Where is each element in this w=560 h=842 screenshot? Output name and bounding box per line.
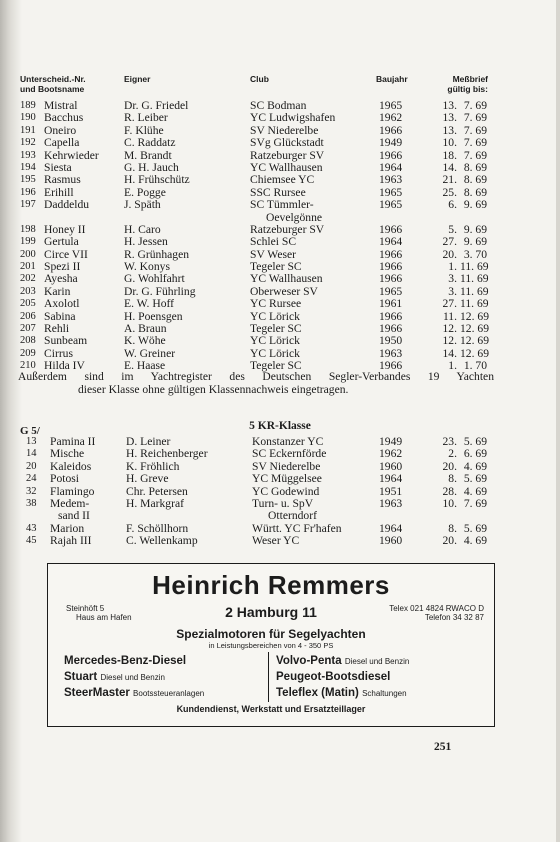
boat-name: Erihill: [44, 185, 74, 199]
owner-name: H. Frühschütz: [124, 173, 190, 187]
certificate-day: 21.: [442, 173, 457, 187]
boat-name: Flamingo: [50, 484, 95, 498]
certificate-month-year: 8. 69: [463, 185, 487, 199]
club-name: YC Wallhausen: [250, 160, 323, 174]
certificate-day: 6.: [448, 198, 457, 212]
build-year: 1964: [379, 160, 403, 174]
boat-name: Oneiro: [44, 123, 77, 137]
boat-name-continuation: sand II: [58, 509, 90, 523]
boat-name: Bacchus: [44, 111, 84, 125]
certificate-month-year: 7. 69: [463, 123, 487, 137]
owner-name: G. Wohlfahrt: [124, 272, 185, 286]
boat-name: Karin: [44, 284, 71, 298]
boat-number: 20: [26, 460, 37, 472]
certificate-day: 28.: [442, 484, 457, 498]
build-year: 1966: [379, 272, 403, 286]
section-title: 5 KR-Klasse: [249, 420, 311, 432]
boat-name: Mistral: [44, 99, 78, 112]
club-name: YC Wallhausen: [250, 272, 323, 286]
club-name: SC Eckernförde: [252, 447, 327, 461]
boat-name: Capella: [44, 136, 80, 150]
boat-number: 210: [20, 360, 36, 372]
certificate-month-year: 12. 69: [460, 334, 489, 348]
boat-name: Gertula: [44, 235, 79, 249]
club-name: YC Ludwigshafen: [250, 111, 336, 125]
build-year: 1966: [379, 309, 403, 323]
boat-number: 199: [20, 236, 36, 248]
certificate-month-year: 1. 70: [463, 359, 487, 373]
boat-number: 193: [20, 149, 36, 161]
table-row: [0, 335, 560, 347]
build-year: 1960: [379, 459, 403, 473]
boat-name: Potosi: [50, 472, 79, 486]
boat-name: Axolotl: [44, 297, 80, 311]
ad-brand-mercedes: Mercedes-Benz-Diesel: [64, 655, 187, 667]
boat-name: Honey II: [44, 222, 86, 236]
build-year: 1949: [379, 435, 403, 448]
owner-name: M. Brandt: [124, 148, 172, 162]
boat-number: 190: [20, 112, 36, 124]
table-row: [0, 273, 560, 285]
boat-number: 205: [20, 298, 36, 310]
club-name-continuation: Oevelgönne: [266, 210, 323, 224]
page-number: 251: [434, 741, 452, 753]
certificate-day: 3.: [448, 284, 457, 298]
owner-name: E. W. Hoff: [124, 297, 175, 311]
certificate-month-year: 3. 70: [463, 247, 487, 261]
club-name: SC Tümmler-: [250, 198, 314, 212]
owner-name: K. Wöhe: [124, 334, 166, 348]
table-row: [0, 448, 560, 460]
certificate-day: 10.: [442, 496, 457, 510]
owner-name: D. Leiner: [126, 435, 171, 448]
build-year: 1966: [379, 148, 403, 162]
table-row: [0, 535, 560, 547]
owner-name: H. Reichenberger: [126, 447, 208, 461]
build-year: 1963: [379, 173, 403, 187]
club-name: Ratzeburger SV: [250, 222, 325, 236]
certificate-month-year: 4. 69: [463, 484, 487, 498]
certificate-month-year: 11. 69: [460, 284, 489, 298]
build-year: 1962: [379, 111, 403, 125]
certificate-day: 10.: [442, 136, 457, 150]
certificate-month-year: 9. 69: [463, 198, 487, 212]
advertisement: [47, 563, 495, 727]
club-name: Württ. YC Fr'hafen: [252, 521, 342, 535]
ad-divider: [268, 652, 269, 702]
ad-brand-stuart: Stuart Diesel und Benzin: [64, 671, 165, 683]
build-year: 1965: [379, 185, 403, 199]
certificate-month-year: 11. 69: [460, 260, 489, 274]
certificate-day: 14.: [442, 346, 457, 360]
owner-name: W. Greiner: [124, 346, 176, 360]
boat-name: Sabina: [44, 309, 76, 323]
club-name: SV Niederelbe: [250, 123, 319, 137]
register-note: Außerdem sind im Yachtregister des Deutschen Segler-Verbandes 19 Yachten dieser Klasse ohne gültigen Klassennachweis eingetragen.: [18, 370, 494, 396]
certificate-month-year: 12. 69: [460, 322, 489, 336]
certificate-day: 27.: [442, 235, 457, 249]
build-year: 1964: [379, 235, 403, 249]
table-row: [0, 298, 560, 310]
boat-number: 45: [26, 535, 37, 547]
boat-number: 203: [20, 285, 36, 297]
certificate-day: 13.: [442, 99, 457, 112]
build-year: 1965: [379, 198, 403, 212]
club-name: Schlei SC: [250, 235, 297, 249]
boat-name: Cirrus: [44, 346, 73, 360]
build-year: 1965: [379, 99, 403, 112]
certificate-month-year: 5. 69: [463, 435, 487, 448]
boat-number: 189: [20, 100, 36, 111]
owner-name: H. Greve: [126, 472, 169, 486]
boat-number: 194: [20, 161, 36, 173]
owner-name: R. Grünhagen: [124, 247, 190, 261]
boat-number: 192: [20, 137, 36, 149]
boat-number: 198: [20, 223, 36, 235]
boat-number: 32: [26, 485, 37, 497]
club-name: YC Rursee: [250, 297, 302, 311]
certificate-day: 8.: [448, 472, 457, 486]
certificate-day: 8.: [448, 521, 457, 535]
register-table: [0, 100, 560, 373]
certificate-month-year: 7. 69: [463, 496, 487, 510]
ad-company: Heinrich Remmers: [152, 570, 390, 600]
boat-name: Circe VII: [44, 247, 88, 261]
certificate-month-year: 6. 69: [463, 447, 487, 461]
certificate-month-year: 7. 69: [463, 99, 487, 112]
owner-name: Chr. Petersen: [126, 484, 188, 498]
boat-number: 208: [20, 335, 36, 347]
boat-number: 24: [26, 473, 37, 485]
boat-name: Rasmus: [44, 173, 81, 187]
table-row: [0, 112, 560, 124]
build-year: 1951: [379, 484, 403, 498]
certificate-day: 12.: [442, 334, 457, 348]
build-year: 1965: [379, 284, 403, 298]
boat-name: Rajah III: [50, 534, 92, 548]
certificate-month-year: 9. 69: [463, 235, 487, 249]
certificate-day: 3.: [448, 272, 457, 286]
table-row-continuation: [0, 510, 560, 522]
certificate-month-year: 5. 69: [463, 472, 487, 486]
build-year: 1962: [379, 447, 403, 461]
certificate-month-year: 11. 69: [460, 297, 489, 311]
boat-number: 197: [20, 199, 36, 211]
boat-number: 38: [26, 497, 37, 509]
certificate-day: 25.: [442, 185, 457, 199]
club-name: Tegeler SC: [250, 260, 302, 274]
certificate-day: 20.: [442, 459, 457, 473]
owner-name: C. Wellenkamp: [126, 534, 198, 548]
boat-number: 14: [26, 448, 37, 460]
boat-name: Marion: [50, 521, 85, 535]
ad-footer: Kundendienst, Werkstatt und Ersatzteillager: [176, 704, 366, 714]
ad-brand-peugeot: Peugeot-Bootsdiesel: [276, 671, 391, 683]
certificate-month-year: 12. 69: [460, 309, 489, 323]
column-header-number: Unterscheid.-Nr. und Bootsname: [20, 74, 86, 94]
certificate-day: 1.: [448, 359, 457, 373]
build-year: 1960: [379, 534, 403, 548]
certificate-month-year: 7. 69: [463, 136, 487, 150]
club-name: SVg Glückstadt: [250, 136, 324, 150]
owner-name: E. Pogge: [124, 185, 166, 199]
build-year: 1966: [379, 222, 403, 236]
certificate-day: 20.: [442, 247, 457, 261]
owner-name: W. Konys: [124, 260, 170, 274]
club-name: YC Godewind: [252, 484, 320, 498]
ad-contact: Telex 021 4824 RWACO D Telefon 34 32 87: [389, 604, 484, 622]
owner-name: F. Schöllhorn: [126, 521, 189, 535]
boat-number: 195: [20, 174, 36, 186]
club-name: YC Müggelsee: [252, 472, 322, 486]
ad-brand-volvo: Volvo-Penta Diesel und Benzin: [276, 655, 410, 667]
owner-name: G. H. Jauch: [124, 160, 179, 174]
club-name: SC Bodman: [250, 99, 307, 112]
boat-name: Ayesha: [44, 272, 78, 286]
boat-name: Medem-: [50, 496, 90, 510]
certificate-day: 13.: [442, 123, 457, 137]
build-year: 1966: [379, 247, 403, 261]
boat-number: 201: [20, 261, 36, 273]
table-row: [0, 236, 560, 248]
boat-number: 207: [20, 323, 36, 335]
owner-name: F. Klühe: [124, 123, 164, 137]
owner-name: Dr. G. Friedel: [124, 99, 189, 112]
club-name: SV Niederelbe: [252, 459, 321, 473]
table-row: [0, 137, 560, 149]
certificate-day: 11.: [442, 309, 457, 323]
boat-name: Kaleidos: [50, 459, 92, 473]
column-header-year: Baujahr: [376, 74, 408, 84]
column-header-owner: Eigner: [124, 74, 151, 84]
boat-name: Spezi II: [44, 260, 81, 274]
owner-name: A. Braun: [124, 322, 167, 336]
club-name: Konstanzer YC: [252, 435, 324, 448]
build-year: 1966: [379, 123, 403, 137]
column-header-certificate: Meßbrief gültig bis:: [447, 74, 488, 94]
certificate-month-year: 11. 69: [460, 272, 489, 286]
certificate-month-year: 4. 69: [463, 534, 487, 548]
certificate-day: 5.: [448, 222, 457, 236]
club-name: Turn- u. SpV: [252, 496, 314, 510]
club-name: YC Lörick: [250, 346, 300, 360]
certificate-month-year: 7. 69: [463, 148, 487, 162]
club-name: YC Lörick: [250, 334, 300, 348]
boat-number: 13: [26, 436, 37, 447]
boat-name: Kehrwieder: [44, 148, 99, 162]
ad-address: Steinhöft 5 Haus am Hafen: [66, 604, 132, 622]
certificate-day: 23.: [442, 435, 457, 448]
club-name: SV Weser: [250, 247, 296, 261]
club-name: Ratzeburger SV: [250, 148, 325, 162]
ad-brand-steermaster: SteerMaster Bootssteueranlagen: [64, 687, 205, 699]
certificate-day: 27.: [442, 297, 457, 311]
certificate-month-year: 8. 69: [463, 173, 487, 187]
build-year: 1966: [379, 359, 403, 373]
owner-name: H. Caro: [124, 222, 161, 236]
owner-name: H. Jessen: [124, 235, 168, 249]
table-row: [0, 199, 560, 211]
table-row: [0, 174, 560, 186]
column-header-club: Club: [250, 74, 269, 84]
boat-number: 202: [20, 273, 36, 285]
table-row: [0, 473, 560, 485]
build-year: 1966: [379, 260, 403, 274]
certificate-day: 13.: [442, 111, 457, 125]
boat-name: Daddeldu: [44, 198, 90, 212]
boat-number: 196: [20, 186, 36, 198]
ad-power-range: in Leistungsbereichen von 4 - 350 PS: [208, 641, 334, 650]
club-name: Weser YC: [252, 534, 300, 548]
boat-name: Mische: [50, 447, 85, 461]
boat-number: 206: [20, 310, 36, 322]
boat-number: 43: [26, 522, 37, 534]
boat-number: 200: [20, 248, 36, 260]
certificate-month-year: 9. 69: [463, 222, 487, 236]
owner-name: E. Haase: [124, 359, 166, 373]
certificate-month-year: 8. 69: [463, 160, 487, 174]
owner-name: H. Markgraf: [126, 496, 184, 510]
certificate-day: 2.: [448, 447, 457, 461]
owner-name: R. Leiber: [124, 111, 168, 125]
section-prefix: G 5/: [20, 425, 40, 437]
club-name: Oberweser SV: [250, 284, 318, 298]
club-name: YC Lörick: [250, 309, 300, 323]
kr-class-table: [0, 436, 560, 548]
build-year: 1950: [379, 334, 403, 348]
club-name: SSC Rursee: [250, 185, 306, 199]
club-name: Chiemsee YC: [250, 173, 315, 187]
boat-name: Hilda IV: [44, 359, 85, 373]
club-name-continuation: Otterndorf: [268, 509, 317, 523]
certificate-day: 20.: [442, 534, 457, 548]
build-year: 1949: [379, 136, 403, 150]
owner-name: Dr. G. Führling: [124, 284, 196, 298]
certificate-day: 14.: [442, 160, 457, 174]
build-year: 1961: [379, 297, 403, 311]
owner-name: J. Späth: [124, 198, 161, 212]
owner-name: K. Fröhlich: [126, 459, 180, 473]
certificate-month-year: 5. 69: [463, 521, 487, 535]
build-year: 1964: [379, 521, 403, 535]
boat-name: Pamina II: [50, 435, 96, 448]
certificate-month-year: 12. 69: [460, 346, 489, 360]
boat-name: Rehli: [44, 322, 70, 336]
ad-brand-teleflex: Teleflex (Matin) Schaltungen: [276, 687, 407, 699]
certificate-month-year: 7. 69: [463, 111, 487, 125]
build-year: 1963: [379, 346, 403, 360]
ad-city: 2 Hamburg 11: [225, 604, 317, 620]
certificate-month-year: 4. 69: [463, 459, 487, 473]
build-year: 1963: [379, 496, 403, 510]
owner-name: H. Poensgen: [124, 309, 183, 323]
boat-number: 191: [20, 124, 36, 136]
certificate-day: 18.: [442, 148, 457, 162]
certificate-day: 12.: [442, 322, 457, 336]
club-name: Tegeler SC: [250, 359, 302, 373]
ad-specialty: Spezialmotoren für Segelyachten: [176, 627, 366, 641]
boat-name: Sunbeam: [44, 334, 88, 348]
boat-number: 209: [20, 347, 36, 359]
build-year: 1966: [379, 322, 403, 336]
build-year: 1964: [379, 472, 403, 486]
boat-name: Siesta: [44, 160, 72, 174]
owner-name: C. Raddatz: [124, 136, 176, 150]
club-name: Tegeler SC: [250, 322, 302, 336]
certificate-day: 1.: [448, 260, 457, 274]
